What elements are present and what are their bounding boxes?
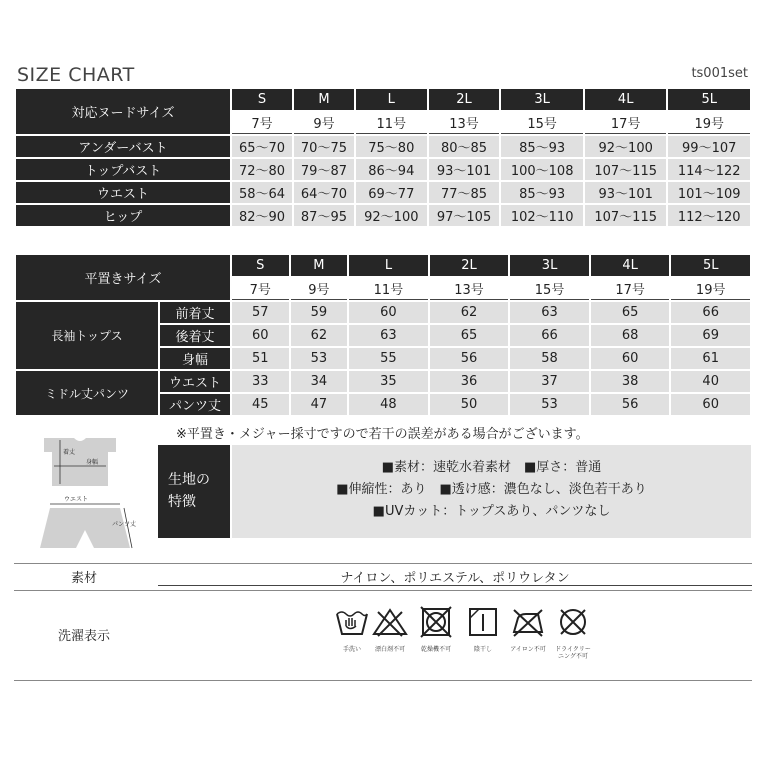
table-cell: 112～120 [668, 205, 750, 226]
table-cell: 62 [291, 325, 348, 346]
fabric-label-line: 生地の [168, 472, 210, 488]
table-cell: 86～94 [356, 159, 427, 180]
table-cell: 101～109 [668, 182, 750, 203]
table-cell: 79～87 [294, 159, 354, 180]
table-cell: 92～100 [585, 136, 667, 157]
material-value: ナイロン、ポリエステル、ポリウレタン [340, 571, 570, 586]
table-cell: 50 [430, 394, 509, 415]
material-label: 素材 [70, 571, 97, 586]
category-label: 長袖トップス [16, 302, 158, 369]
row-label: アンダーバスト [16, 136, 230, 157]
care-caption: 陰干し [473, 646, 492, 653]
row-label: 後着丈 [160, 325, 230, 346]
table-cell: 65 [430, 325, 509, 346]
table-cell: 87～95 [294, 205, 354, 226]
table-cell: 66 [671, 302, 750, 323]
table-cell: 60 [671, 394, 750, 415]
size-number: 13号 [429, 112, 500, 134]
care-caption: ドライクリー ニング不可 [555, 646, 591, 660]
table-cell: 60 [232, 325, 289, 346]
table-cell: 61 [671, 348, 750, 369]
top-length-label: 着丈 [63, 449, 76, 456]
table-row [16, 302, 750, 323]
table-cell: 93～101 [585, 182, 667, 203]
size-header: 3L [510, 255, 589, 276]
care-caption: アイロン不可 [510, 646, 546, 653]
size-header: M [291, 255, 348, 276]
product-code: ts001set [691, 66, 748, 81]
table-cell: 75～80 [356, 136, 427, 157]
table-cell: 56 [591, 394, 670, 415]
size-number: 15号 [501, 112, 583, 134]
size-number: 11号 [349, 278, 428, 300]
row-label: トップバスト [16, 159, 230, 180]
table-cell: 53 [291, 348, 348, 369]
nude-size-table [14, 87, 752, 228]
size-number: 7号 [232, 112, 292, 134]
flat-size-table [14, 253, 752, 417]
size-number: 17号 [591, 278, 670, 300]
table-cell: 77～85 [429, 182, 500, 203]
table-cell: 85～93 [501, 136, 583, 157]
table-cell: 62 [430, 302, 509, 323]
size-number: 9号 [294, 112, 354, 134]
top-silhouette [44, 438, 116, 486]
measurement-note: ※平置き・メジャー採寸ですので若干の誤差がある場合がございます。 [176, 427, 589, 442]
fabric-feature-line: ■伸縮性：あり ■透け感：濃色なし、淡色若干あり [336, 482, 647, 497]
table-cell: 58 [510, 348, 589, 369]
top-width-label: 身幅 [86, 459, 99, 466]
size-header: S [232, 255, 289, 276]
row-label: 前着丈 [160, 302, 230, 323]
table-cell: 60 [591, 348, 670, 369]
table-cell: 70～75 [294, 136, 354, 157]
page-title: SIZE CHART [17, 64, 135, 86]
size-header: 5L [668, 89, 750, 110]
table-cell: 65 [591, 302, 670, 323]
table-cell: 65～70 [232, 136, 292, 157]
table-cell: 107～115 [585, 159, 667, 180]
care-symbol [545, 606, 601, 660]
size-header: L [356, 89, 427, 110]
drip-dry-icon [465, 606, 501, 638]
table-cell: 92～100 [356, 205, 427, 226]
table-cell: 56 [430, 348, 509, 369]
no-tumble-dry-icon [418, 606, 454, 638]
pants-length-label: パンツ丈 [112, 521, 137, 528]
table-cell: 35 [349, 371, 428, 392]
table-cell: 38 [591, 371, 670, 392]
size-number: 19号 [671, 278, 750, 300]
size-header: 2L [430, 255, 509, 276]
table-cell: 45 [232, 394, 289, 415]
table-cell: 66 [510, 325, 589, 346]
table-cell: 69～77 [356, 182, 427, 203]
size-header: L [349, 255, 428, 276]
table-cell: 40 [671, 371, 750, 392]
care-caption: 手洗い [342, 646, 361, 653]
table-cell: 59 [291, 302, 348, 323]
size-header: 4L [591, 255, 670, 276]
size-header: S [232, 89, 292, 110]
divider [14, 590, 752, 591]
table-cell: 34 [291, 371, 348, 392]
table-cell: 69 [671, 325, 750, 346]
fabric-features-label [158, 445, 230, 538]
waist-label: ウエスト [64, 496, 89, 503]
fabric-features [232, 445, 751, 538]
fabric-label-line: 特徴 [168, 494, 196, 510]
table-cell: 63 [510, 302, 589, 323]
fabric-feature-line: ■UVカット：トップスあり、パンツなし [372, 504, 611, 519]
table-row [16, 205, 750, 226]
table-cell: 57 [232, 302, 289, 323]
size-number: 13号 [430, 278, 509, 300]
table-cell: 63 [349, 325, 428, 346]
category-label: ミドル丈パンツ [16, 371, 158, 415]
size-number: 19号 [668, 112, 750, 134]
table-cell: 80～85 [429, 136, 500, 157]
table-cell: 85～93 [501, 182, 583, 203]
table-cell: 53 [510, 394, 589, 415]
size-number: 7号 [232, 278, 289, 300]
flat-size-header: 平置きサイズ [16, 255, 230, 300]
measurement-diagram [30, 430, 150, 560]
table-cell: 48 [349, 394, 428, 415]
no-bleach-icon [372, 606, 408, 638]
row-label: ヒップ [16, 205, 230, 226]
table-cell: 64～70 [294, 182, 354, 203]
care-caption: 漂白剤不可 [374, 646, 405, 653]
table-cell: 68 [591, 325, 670, 346]
size-number: 9号 [291, 278, 348, 300]
table-cell: 47 [291, 394, 348, 415]
row-label: ウエスト [160, 371, 230, 392]
no-dry-clean-icon [555, 606, 591, 638]
no-iron-icon [510, 606, 546, 638]
size-header: 5L [671, 255, 750, 276]
table-cell: 93～101 [429, 159, 500, 180]
nude-size-header: 対応ヌードサイズ [16, 89, 230, 134]
table-row [16, 159, 750, 180]
size-header: 4L [585, 89, 667, 110]
table-cell: 97～105 [429, 205, 500, 226]
table-row [16, 182, 750, 203]
row-label: パンツ丈 [160, 394, 230, 415]
row-label: ウエスト [16, 182, 230, 203]
table-cell: 107～115 [585, 205, 667, 226]
table-cell: 60 [349, 302, 428, 323]
table-cell: 100～108 [501, 159, 583, 180]
table-row [16, 371, 750, 392]
table-cell: 102～110 [501, 205, 583, 226]
table-cell: 114～122 [668, 159, 750, 180]
divider [14, 563, 752, 564]
washing-label: 洗濯表示 [57, 629, 110, 644]
table-row [16, 136, 750, 157]
table-cell: 82～90 [232, 205, 292, 226]
divider [158, 585, 752, 586]
fabric-feature-line: ■素材：速乾水着素材 ■厚さ：普通 [381, 460, 602, 475]
size-header: 3L [501, 89, 583, 110]
table-cell: 58～64 [232, 182, 292, 203]
size-number: 17号 [585, 112, 667, 134]
size-header: 2L [429, 89, 500, 110]
table-cell: 33 [232, 371, 289, 392]
table-cell: 37 [510, 371, 589, 392]
table-cell: 51 [232, 348, 289, 369]
size-header: M [294, 89, 354, 110]
divider [14, 680, 752, 681]
care-caption: 乾燥機不可 [420, 646, 451, 653]
table-cell: 36 [430, 371, 509, 392]
table-cell: 99～107 [668, 136, 750, 157]
table-cell: 55 [349, 348, 428, 369]
size-number: 15号 [510, 278, 589, 300]
size-number: 11号 [356, 112, 427, 134]
table-cell: 72～80 [232, 159, 292, 180]
row-label: 身幅 [160, 348, 230, 369]
